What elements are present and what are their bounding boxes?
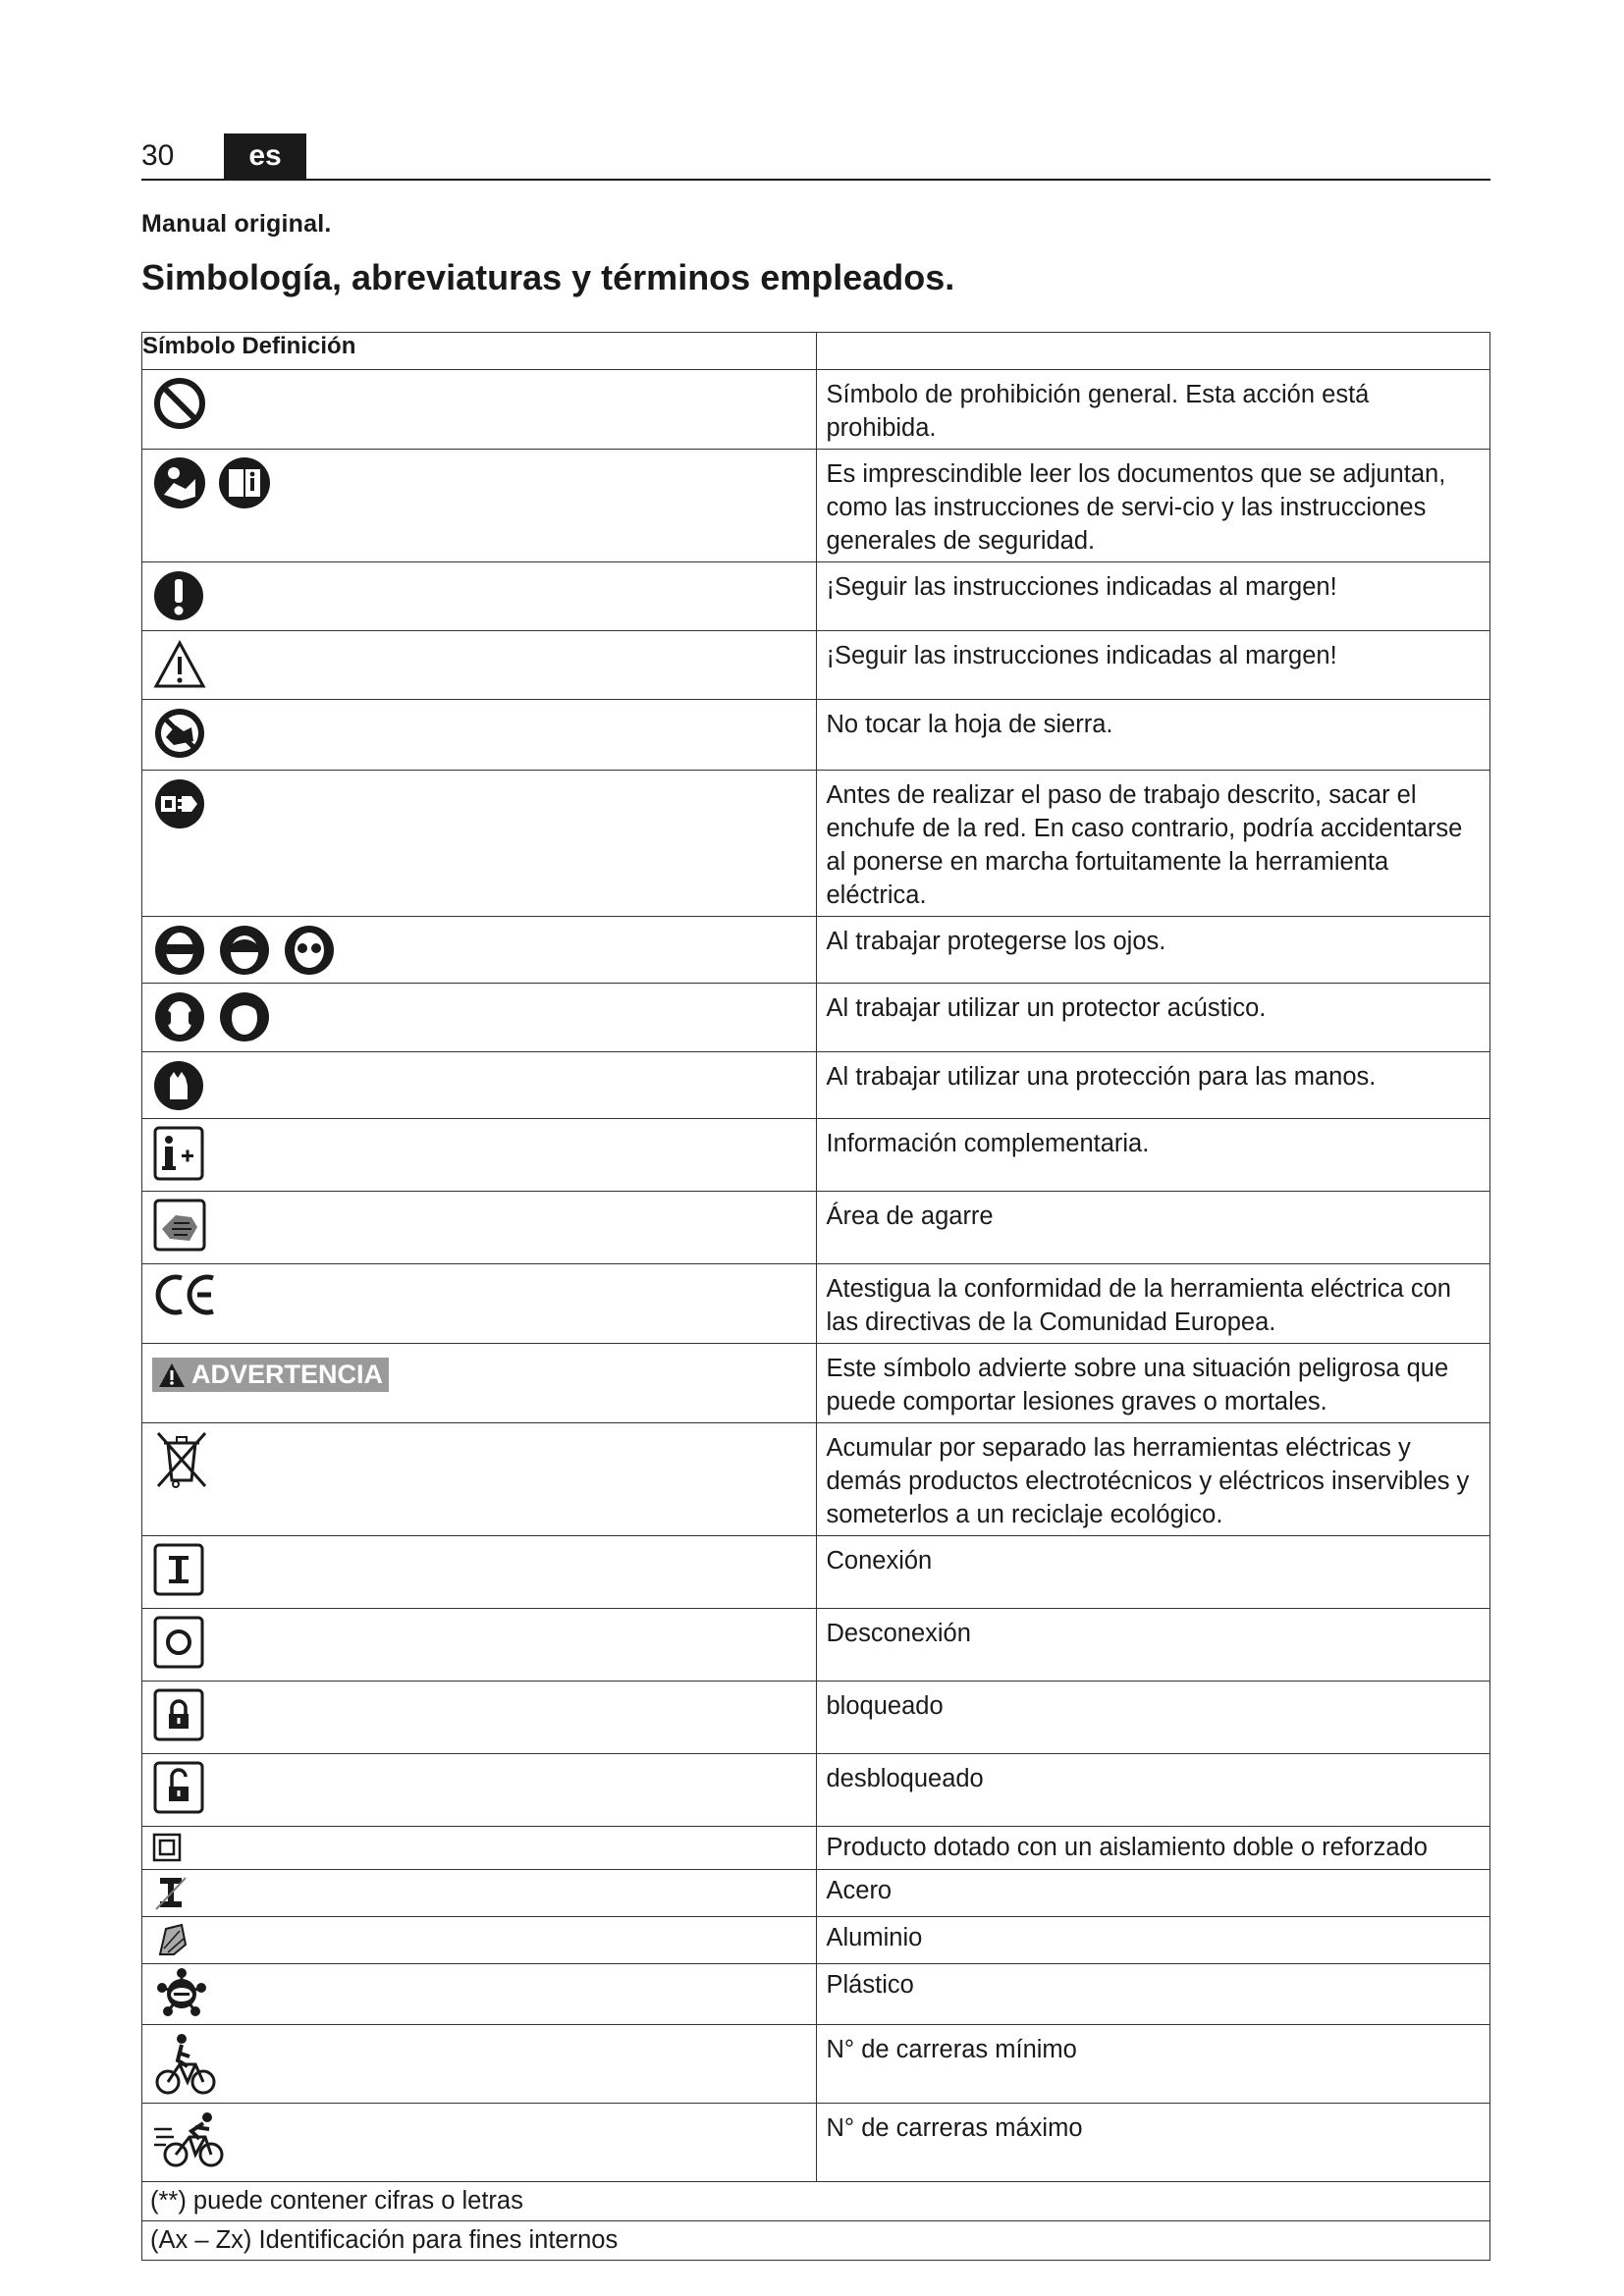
definition-cell: Al trabajar utilizar una protección para las manos. (816, 1052, 1490, 1119)
definition-cell: Conexión (816, 1536, 1490, 1609)
table-row (142, 2104, 1490, 2182)
definition-cell: bloqueado (816, 1682, 1490, 1754)
plastic-pvc-icon (152, 1966, 211, 2021)
aluminium-icon (152, 1921, 191, 1958)
symbol-cell (142, 1609, 817, 1682)
symbol-table (141, 332, 1490, 2261)
grip-area-icon (152, 1198, 207, 1253)
table-row (142, 1344, 1490, 1423)
symbol-cell (142, 562, 817, 631)
table-row (142, 700, 1490, 771)
symbol-cell (142, 1344, 817, 1423)
definition-cell: Acero (816, 1870, 1490, 1917)
symbol-cell (142, 631, 817, 700)
symbol-cell (142, 1536, 817, 1609)
footer-note: (**) puede contener cifras o letras (142, 2182, 1490, 2221)
symbol-cell (142, 1870, 817, 1917)
symbol-cell (142, 700, 817, 771)
double-insulation-icon (152, 1833, 182, 1862)
definition-cell: Acumular por separado las herramientas eléctricas y demás productos electrotécnicos y eléctricos inservibles y someterlos a un reciclaje ecológico. (816, 1423, 1490, 1536)
definition-cell: Símbolo de prohibición general. Esta acción está prohibida. (816, 370, 1490, 450)
definition-cell: Antes de realizar el paso de trabajo descrito, sacar el enchufe de la red. En caso contrario, podría accidentarse al ponerse en marcha fortuitamente la herramienta eléctrica. (816, 771, 1490, 917)
symbol-cell (142, 1192, 817, 1264)
symbol-cell (142, 1827, 817, 1870)
table-row (142, 1917, 1490, 1964)
table-row (142, 1870, 1490, 1917)
symbol-cell (142, 2025, 817, 2104)
table-row (142, 370, 1490, 450)
language-badge: es (224, 133, 306, 179)
warning-badge (152, 1358, 389, 1392)
table-row (142, 2025, 1490, 2104)
definition-cell: N° de carreras mínimo (816, 2025, 1490, 2104)
definition-cell: Atestigua la conformidad de la herramienta eléctrica con las directivas de la Comunidad Europea. (816, 1264, 1490, 1344)
manual-label: Manual original. (141, 210, 332, 238)
definition-cell: Al trabajar protegerse los ojos. (816, 917, 1490, 984)
definition-cell: desbloqueado (816, 1754, 1490, 1827)
page-number: 30 (141, 139, 175, 172)
table-row (142, 1536, 1490, 1609)
header-empty-cell (816, 333, 1490, 370)
ear-protection-icon (152, 989, 207, 1044)
table-row (142, 1682, 1490, 1754)
table-row (142, 771, 1490, 917)
symbol-cell (142, 1964, 817, 2025)
symbol-cell (142, 771, 817, 917)
prohibition-icon (152, 376, 207, 431)
table-row (142, 1964, 1490, 2025)
locked-icon (152, 1687, 205, 1742)
power-off-icon (152, 1615, 205, 1670)
symbol-cell (142, 1264, 817, 1344)
table-row (142, 1052, 1490, 1119)
unplug-icon (152, 776, 207, 831)
definition-cell: ¡Seguir las instrucciones indicadas al margen! (816, 562, 1490, 631)
symbol-cell (142, 1917, 817, 1964)
symbol-cell (142, 1754, 817, 1827)
symbol-cell (142, 1682, 817, 1754)
table-row (142, 562, 1490, 631)
definition-cell: Área de agarre (816, 1192, 1490, 1264)
header-rule (141, 179, 1490, 181)
ce-mark-icon (152, 1270, 221, 1319)
steel-icon (152, 1874, 191, 1911)
table-row (142, 1827, 1490, 1870)
table-footer-row (142, 2221, 1490, 2261)
column-header (142, 333, 817, 370)
definition-cell: Plástico (816, 1964, 1490, 2025)
col-header-definition: Definición (242, 333, 356, 359)
definition-cell: Producto dotado con un aislamiento doble o reforzado (816, 1827, 1490, 1870)
table-row (142, 984, 1490, 1052)
symbol-cell (142, 450, 817, 562)
table-row (142, 450, 1490, 562)
footer-note: (Ax – Zx) Identificación para fines internos (142, 2221, 1490, 2261)
max-strokes-icon (152, 2109, 231, 2170)
warning-badge-label: ADVERTENCIA (191, 1360, 384, 1389)
symbol-cell (142, 370, 817, 450)
symbol-cell (142, 1052, 817, 1119)
definition-cell: Información complementaria. (816, 1119, 1490, 1192)
definition-cell: Al trabajar utilizar un protector acústico. (816, 984, 1490, 1052)
info-plus-icon (152, 1125, 205, 1182)
symbol-cell (142, 1423, 817, 1536)
definition-cell: Aluminio (816, 1917, 1490, 1964)
mandatory-exclamation-icon (152, 568, 205, 623)
symbol-cell (142, 2104, 817, 2182)
table-row (142, 1609, 1490, 1682)
col-header-symbol: Símbolo (142, 333, 236, 359)
definition-cell: ¡Seguir las instrucciones indicadas al margen! (816, 631, 1490, 700)
unlocked-icon (152, 1760, 205, 1815)
table-row (142, 1119, 1490, 1192)
definition-cell: No tocar la hoja de sierra. (816, 700, 1490, 771)
table-row (142, 1754, 1490, 1827)
warning-triangle-icon (152, 637, 207, 692)
definition-cell: Desconexión (816, 1609, 1490, 1682)
table-row (142, 1423, 1490, 1536)
definition-cell: Es imprescindible leer los documentos que se adjuntan, como las instrucciones de servi-cio y las instrucciones generales de seguridad. (816, 450, 1490, 562)
read-manual-icon (152, 455, 207, 510)
symbol-cell (142, 917, 817, 984)
definition-cell: N° de carreras máximo (816, 2104, 1490, 2182)
weee-bin-icon (152, 1429, 211, 1490)
no-touch-blade-icon (152, 706, 207, 761)
min-strokes-icon (152, 2031, 221, 2098)
earmuff-icon (217, 989, 272, 1044)
warning-triangle-icon (158, 1362, 186, 1388)
table-row (142, 917, 1490, 984)
face-shield-icon (217, 923, 272, 978)
eye-protection-icon (152, 923, 207, 978)
table-footer-row (142, 2182, 1490, 2221)
safety-glasses-icon (282, 923, 337, 978)
hand-protection-icon (152, 1058, 205, 1113)
page-title: Simbología, abreviaturas y términos empleados. (141, 257, 955, 297)
table-row (142, 631, 1490, 700)
symbol-cell (142, 1119, 817, 1192)
table-header-row (142, 333, 1490, 370)
power-on-icon (152, 1542, 205, 1597)
symbol-cell (142, 984, 817, 1052)
table-row (142, 1264, 1490, 1344)
book-info-icon (217, 455, 272, 510)
table-row (142, 1192, 1490, 1264)
definition-cell: Este símbolo advierte sobre una situación peligrosa que puede comportar lesiones graves o mortales. (816, 1344, 1490, 1423)
